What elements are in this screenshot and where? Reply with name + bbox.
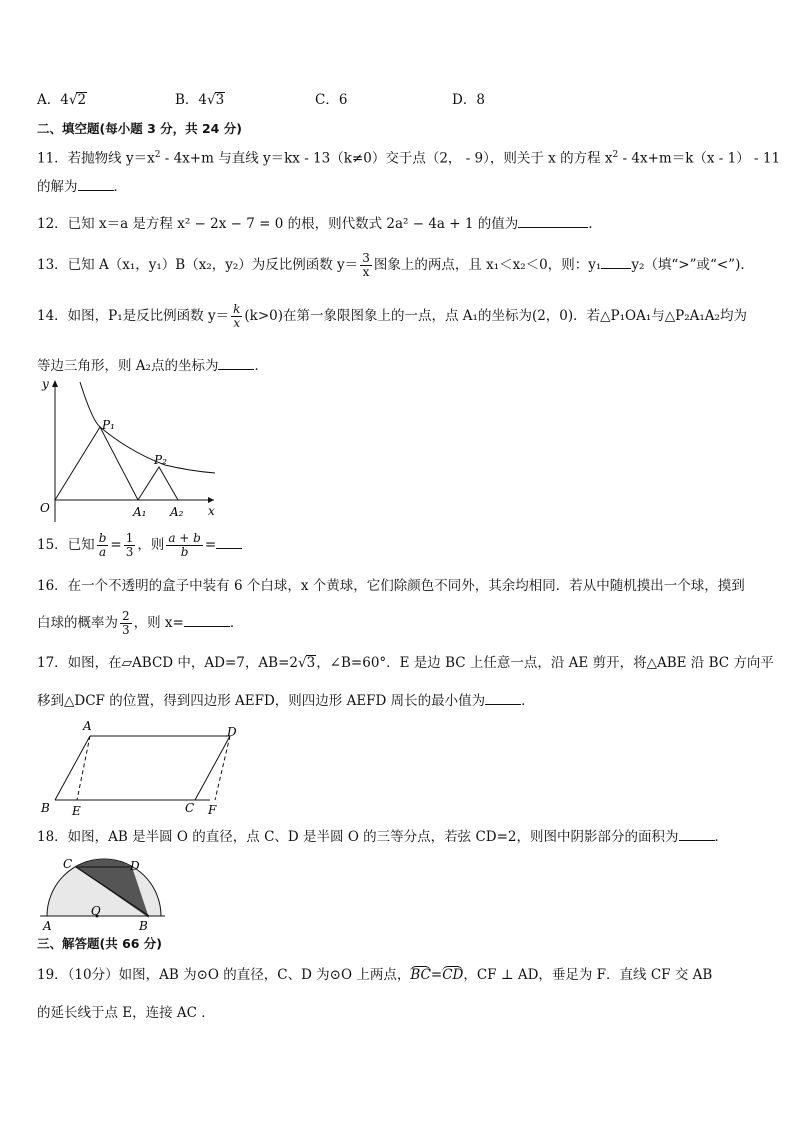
triangle-p1-o-a1 <box>55 427 138 500</box>
segment-df-dashed <box>215 736 230 800</box>
question-19-line2 <box>37 1003 215 1023</box>
q14-line2-text: 等边三角形，则 A₂点的坐标为 <box>37 358 219 374</box>
question-17-line2 <box>37 690 535 711</box>
fig17-label-a: A <box>83 719 92 733</box>
option-d-label: D．8 <box>452 92 485 108</box>
q15-fraction-3 <box>166 532 203 559</box>
fig18-label-o: O <box>91 904 101 918</box>
q15-frac1-num: b <box>98 531 107 545</box>
triangle-p2-a1-a2 <box>138 467 178 500</box>
fig14-label-a2: A₂ <box>170 505 184 519</box>
q17-end: ． <box>521 693 535 709</box>
q13-text-b: 图象上的两点，且 x₁＜x₂＜0，则：y₁ <box>373 257 602 273</box>
q11-text-c: - 4x+m＝k（x - 1） - 11 <box>618 150 781 167</box>
section-3-title: 三、解答题(共 66 分) <box>37 936 163 951</box>
segment-ae-dashed <box>77 736 90 800</box>
q12-answer-blank[interactable] <box>518 213 588 228</box>
question-16-line2 <box>37 606 243 640</box>
option-a-label: A．4 <box>37 92 69 108</box>
segment-ab <box>55 736 90 800</box>
fig18-label-d: D <box>130 859 140 873</box>
y-axis-arrow <box>52 380 58 387</box>
q16-frac-den: 3 <box>122 623 130 637</box>
q16-answer-blank[interactable] <box>184 612 230 627</box>
fig17-label-b: B <box>41 801 50 815</box>
segment-cd <box>195 736 230 800</box>
q15-fraction-2 <box>124 532 136 559</box>
q16-text-c: ，则 x= <box>133 615 184 631</box>
option-b-radicand: 3 <box>215 92 225 108</box>
question-16 <box>37 576 745 596</box>
q16-frac-num: 2 <box>122 609 130 623</box>
fig17-label-c: C <box>185 801 195 815</box>
figure-18-semicircle <box>35 852 165 934</box>
q15-frac2-num: 1 <box>125 531 134 545</box>
q12-text: 12．已知 x＝a 是方程 x² − 2x − 7 = 0 的根，则代数式 2a² − 4a + 1 的值为 <box>37 216 519 232</box>
option-b: B．4√3 <box>175 92 225 108</box>
q16-text-a: 16．在一个不透明的盒子中装有 6 个白球，x 个黄球，它们除颜色不同外，其余均相同．若从中随机摸出一个球，摸到 <box>37 578 745 594</box>
q11-text-b: - 4x+m 与直线 y＝kx - 13（k≠0）交于点（2， - 9），则关于 x 的方程 x <box>160 150 613 167</box>
q16-end: ． <box>229 615 244 631</box>
q11-sup-2: 2 <box>612 150 619 160</box>
q14-text-a: 14．如图，P₁是反比例函数 y＝ <box>37 308 230 324</box>
figure-17-parallelogram <box>35 716 250 820</box>
q15-frac2-den: 3 <box>125 545 134 559</box>
figure-14-hyperbola <box>30 372 230 522</box>
fig18-label-b: B <box>139 919 148 933</box>
question-13 <box>37 251 745 279</box>
q11-answer-blank[interactable] <box>78 176 114 191</box>
fig14-label-p1: P₁ <box>102 418 115 432</box>
question-11 <box>37 145 780 169</box>
question-17: 17．如图，在▱ABCD 中，AD=7，AB=2√3，∠B=60°．E 是边 BC 上任意一点，沿 AE 剪开，将△ABE 沿 BC 方向平 <box>37 655 774 671</box>
q19-equals: = <box>430 967 443 983</box>
fig18-label-c: C <box>63 857 73 871</box>
q17-radicand: 3 <box>306 655 316 671</box>
q19-line2-text: 的延长线于点 E，连接 AC ． <box>37 1005 215 1021</box>
q14-fraction <box>231 303 242 330</box>
option-a-radicand: 2 <box>77 92 87 108</box>
q16-fraction <box>120 610 132 637</box>
section-2-title: 二、填空题(每小题 3 分，共 24 分) <box>37 121 242 136</box>
option-c <box>315 88 347 108</box>
q15-answer-blank[interactable] <box>216 534 242 549</box>
question-15 <box>37 530 242 560</box>
q14-answer-blank[interactable] <box>218 355 254 370</box>
q17-text-b: ，∠B=60°．E 是边 BC 上任意一点，沿 AE 剪开，将△ABE 沿 BC 方向平 <box>316 655 774 671</box>
q15-text-c: = <box>204 537 217 553</box>
option-a: A．4√2 <box>37 92 87 108</box>
option-b-label: B．4 <box>175 92 208 108</box>
fig14-label-y: y <box>42 377 49 391</box>
q13-frac-num: 3 <box>362 251 370 265</box>
fig17-label-f: F <box>208 803 217 817</box>
option-d <box>452 88 485 108</box>
q15-text-b: ，则 <box>137 537 165 553</box>
q13-text-a: 13．已知 A（x₁，y₁）B（x₂，y₂）为反比例函数 y＝ <box>37 257 359 273</box>
q14-frac-num: k <box>233 302 241 316</box>
q15-frac1-den: a <box>98 545 107 559</box>
x-axis-arrow <box>208 497 214 503</box>
q19-text-a: 19．（10分）如图，AB 为⊙O 的直径，C、D 为⊙O 上两点， <box>37 967 411 983</box>
q13-frac-den: x <box>362 265 370 279</box>
q19-arc-bc: BC <box>410 967 431 983</box>
q17-answer-blank[interactable] <box>485 690 521 705</box>
q16-text-b: 白球的概率为 <box>37 615 118 631</box>
question-12 <box>37 213 593 234</box>
question-18 <box>37 826 728 847</box>
fig18-label-a: A <box>43 919 52 933</box>
q15-equals: = <box>110 537 122 553</box>
q15-frac3-den: b <box>180 545 189 559</box>
question-11-line2 <box>37 176 127 197</box>
fig17-label-d: D <box>227 725 237 739</box>
fig17-label-e: E <box>72 804 81 818</box>
q15-frac3-num: a + b <box>168 531 201 545</box>
fig14-label-p2: P₂ <box>154 453 167 467</box>
q19-arc-cd: CD <box>442 967 464 983</box>
q14-text-b: (k>0)在第一象限图象上的一点，点 A₁的坐标为(2，0)．若△P₁OA₁与△P₂A₁A₂均为 <box>244 308 747 324</box>
question-14 <box>37 301 747 331</box>
q17-text-a: 17．如图，在▱ABCD 中，AD=7，AB=2 <box>37 655 298 671</box>
q14-frac-den: x <box>233 316 241 330</box>
q11-line2-text: 的解为 <box>37 179 78 195</box>
q14-end: ． <box>254 358 268 374</box>
q15-fraction-1 <box>97 532 109 559</box>
fig14-label-a1: A₁ <box>133 505 147 519</box>
q13-fraction <box>360 252 372 279</box>
option-c-label: C．6 <box>315 92 348 108</box>
q11-end: ． <box>113 179 127 195</box>
q11-sup-1: 2 <box>154 150 161 160</box>
q17-line2-text: 移到△DCF 的位置，得到四边形 AEFD，则四边形 AEFD 周长的最小值为 <box>37 693 486 709</box>
q18-text: 18．如图，AB 是半圆 O 的直径，点 C、D 是半圆 O 的三等分点，若弦 CD=2，则图中阴影部分的面积为 <box>37 829 679 845</box>
q18-answer-blank[interactable] <box>679 826 715 841</box>
question-19 <box>37 965 712 985</box>
q15-text-a: 15．已知 <box>37 537 95 553</box>
q13-answer-blank[interactable] <box>601 254 631 269</box>
fig14-label-x: x <box>208 504 215 518</box>
fig14-label-o: O <box>40 501 50 515</box>
q19-text-b: ，CF ⊥ AD，垂足为 F．直线 CF 交 AB <box>463 967 713 983</box>
q12-end: . <box>588 216 593 232</box>
q13-text-c: y₂（填“>”或“<”). <box>631 257 745 273</box>
q11-text-a: 11．若抛物线 y＝x <box>37 150 155 167</box>
q18-end: ． <box>714 829 729 845</box>
